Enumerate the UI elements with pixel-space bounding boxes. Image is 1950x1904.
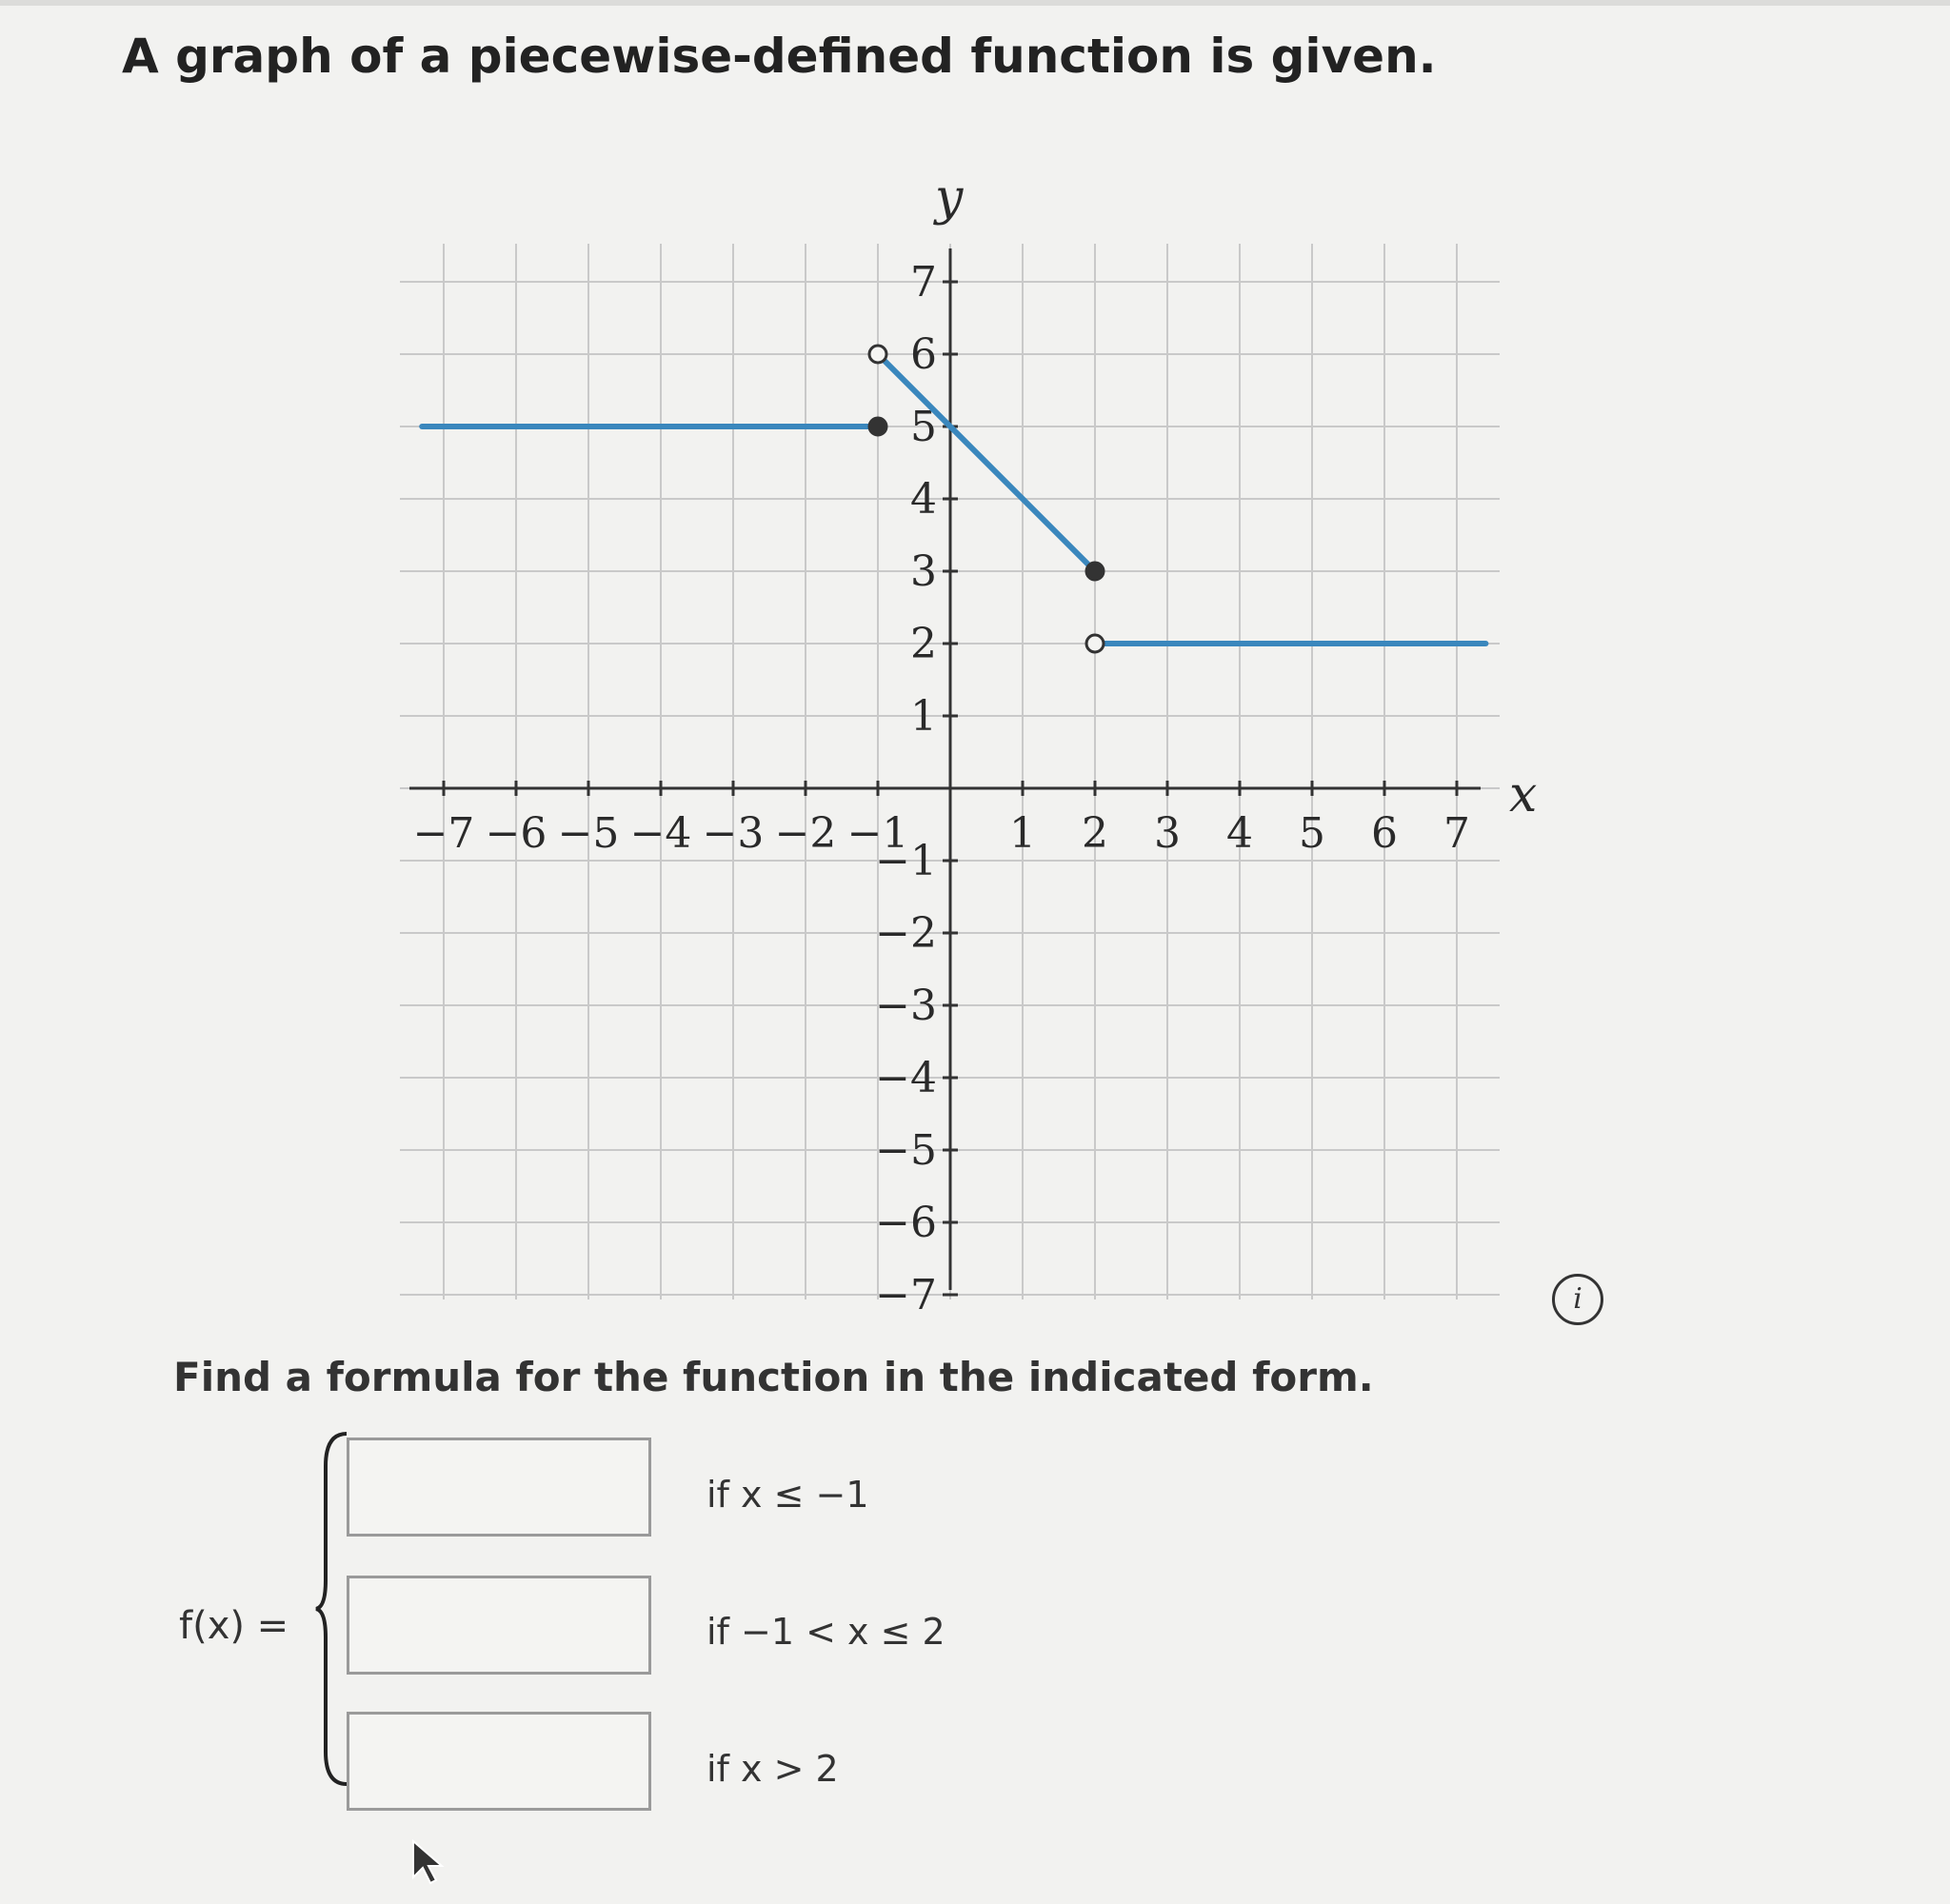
piece-1-answer-input[interactable]	[347, 1438, 651, 1537]
question-title: A graph of a piecewise-defined function is given.	[122, 29, 1437, 84]
x-tick-label: −2	[774, 809, 837, 858]
x-tick-label: 3	[1154, 809, 1181, 858]
y-tick-label: −1	[875, 837, 937, 885]
piece-2-condition: if −1 < x ≤ 2	[706, 1611, 945, 1653]
piece-2-answer-input[interactable]	[347, 1576, 651, 1675]
y-axis-label: y	[935, 169, 964, 227]
x-tick-label: 4	[1226, 809, 1253, 858]
mouse-cursor-icon	[409, 1839, 448, 1887]
x-tick-label: −5	[557, 809, 620, 858]
y-tick-label: 4	[910, 475, 937, 524]
info-icon[interactable]: i	[1552, 1274, 1603, 1325]
y-tick-label: −3	[875, 982, 937, 1030]
x-tick-label: 7	[1443, 809, 1470, 858]
x-tick-label: 5	[1299, 809, 1325, 858]
y-tick-label: −4	[875, 1054, 937, 1102]
y-tick-label: 2	[910, 620, 937, 668]
y-tick-label: 5	[910, 403, 937, 451]
function-segment	[878, 354, 1095, 571]
x-tick-label: −1	[846, 809, 909, 858]
y-tick-label: 3	[910, 547, 937, 596]
x-tick-label: −4	[629, 809, 692, 858]
y-tick-label: −6	[875, 1199, 937, 1247]
closed-endpoint	[1086, 563, 1104, 580]
y-tick-label: 1	[910, 692, 937, 741]
axes	[409, 248, 1481, 1295]
piece-3-answer-input[interactable]	[347, 1712, 651, 1811]
closed-endpoint	[869, 418, 886, 435]
x-axis-label: x	[1509, 766, 1538, 823]
open-endpoint	[869, 346, 886, 363]
piece-1-condition: if x ≤ −1	[706, 1474, 869, 1516]
piece-3-condition: if x > 2	[706, 1748, 839, 1790]
open-endpoint	[1086, 635, 1104, 652]
y-tick-label: −7	[875, 1271, 937, 1319]
question-prompt: Find a formula for the function in the indicated form.	[173, 1354, 1374, 1400]
y-tick-label: 6	[910, 330, 937, 379]
x-tick-label: −6	[485, 809, 547, 858]
x-tick-label: −7	[412, 809, 475, 858]
x-tick-label: 1	[1009, 809, 1036, 858]
x-tick-label: −3	[702, 809, 765, 858]
y-tick-label: −5	[875, 1126, 937, 1175]
y-tick-label: −2	[875, 909, 937, 958]
y-tick-label: 7	[910, 258, 937, 307]
function-label: f(x) =	[179, 1604, 289, 1648]
x-tick-label: 2	[1082, 809, 1108, 858]
x-tick-label: 6	[1371, 809, 1398, 858]
